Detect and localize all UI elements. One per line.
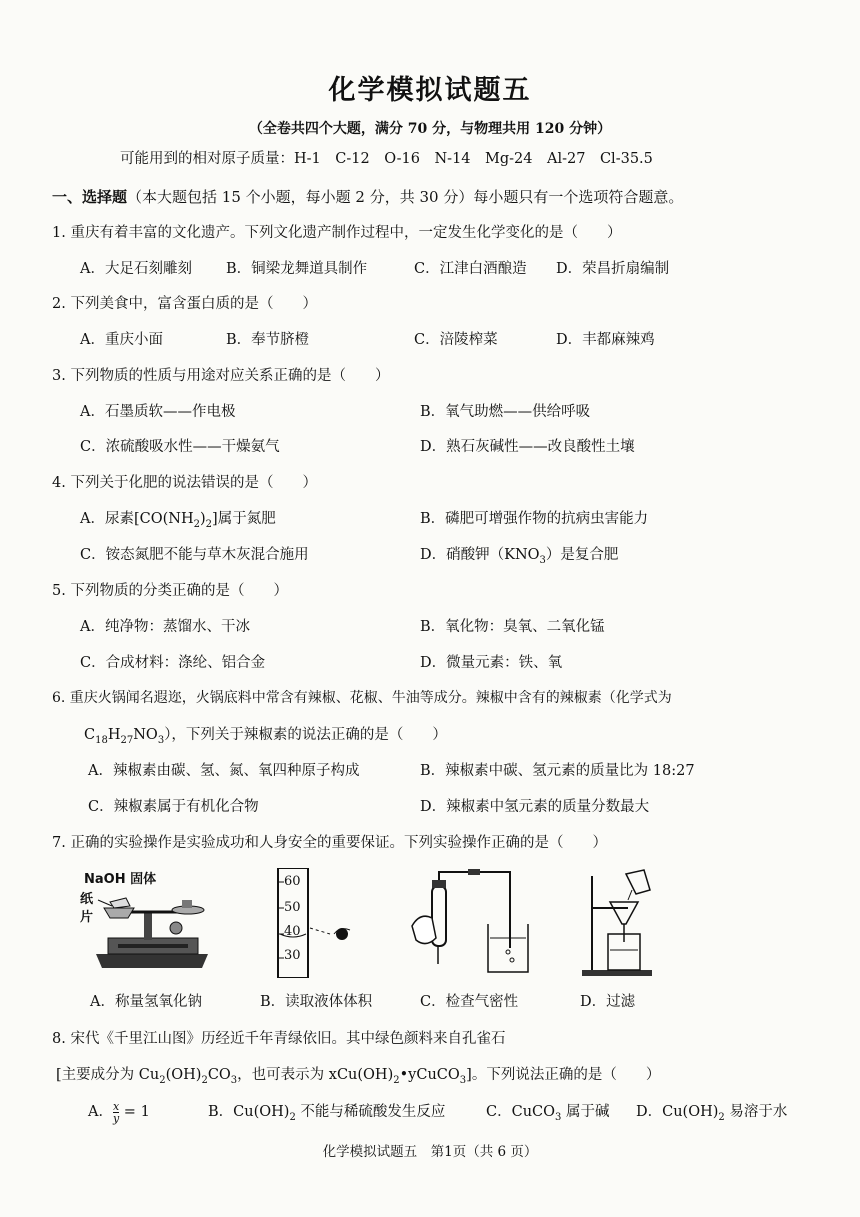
q3-option-d[interactable]: D．熟石灰碱性——改良酸性土壤	[420, 439, 635, 455]
page-title: 化学模拟试题五	[328, 75, 532, 106]
cylinder-figure	[270, 868, 380, 978]
q2-option-d[interactable]: D．丰都麻辣鸡	[556, 332, 655, 348]
question-8-stem-line2: [主要成分为 $Cu_2(OH)_2CO_3$，也可表示为 $xCu(OH)_2•yCuCO_3$]。下列说法正确的是（ ）	[56, 1067, 661, 1086]
q2-option-b[interactable]: B．奉节脐橙	[226, 332, 310, 348]
q2-option-c[interactable]: C．涪陵榨菜	[414, 332, 498, 348]
q1-option-a[interactable]: A．大足石刻雕刻	[80, 261, 192, 277]
naoh-label: NaOH 固体	[84, 872, 157, 887]
q8-option-c[interactable]: C．CuCO$_3$ 属于碱	[486, 1104, 610, 1123]
page-footer: 化学模拟试题五 第1页（共 6 页）	[322, 1144, 538, 1160]
airtight-check-icon	[410, 868, 540, 978]
q8-option-d[interactable]: D．$Cu(OH)_2$ 易溶于水	[636, 1104, 788, 1123]
section-heading	[52, 186, 683, 207]
question-1-stem: 1. 重庆有着丰富的文化遗产。下列文化遗产制作过程中，一定发生化学变化的是（ ）	[52, 225, 622, 241]
filter-figure	[580, 868, 660, 978]
airtight-figure	[410, 868, 540, 978]
q5-option-b[interactable]: B．氧化物：臭氧、二氧化锰	[420, 619, 605, 635]
q7-option-b[interactable]: B．读取液体体积	[260, 994, 373, 1010]
paper-label-1: 纸	[80, 892, 94, 907]
exam-subtitle: （全卷共四个大题，满分 70 分，与物理共用 120 分钟）	[248, 121, 612, 137]
q5-option-c[interactable]: C．合成材料：涤纶、铝合金	[80, 655, 266, 671]
q1-option-c[interactable]: C．江津白酒酿造	[414, 261, 527, 277]
q5-option-d[interactable]: D．微量元素：铁、氧	[420, 655, 563, 671]
q7-option-a[interactable]: A．称量氢氧化钠	[90, 994, 202, 1010]
tick-30: 30	[284, 948, 301, 963]
question-5-stem: 5. 下列物质的分类正确的是（ ）	[52, 583, 288, 599]
q2-option-a[interactable]: A．重庆小面	[80, 332, 163, 348]
q4-option-c[interactable]: C．铵态氮肥不能与草木灰混合施用	[80, 547, 309, 563]
paper-label-2: 片	[80, 910, 94, 925]
q1-option-b[interactable]: B．铜梁龙舞道具制作	[226, 261, 368, 277]
question-6-stem-line2: $C_{18}H_{27}NO_3$），下列关于辣椒素的说法正确的是（ ）	[84, 727, 447, 746]
q1-option-d[interactable]: D．荣昌折扇编制	[556, 261, 670, 277]
q3-option-c[interactable]: C．浓硫酸吸水性——干燥氨气	[80, 439, 280, 455]
balance-icon	[78, 868, 218, 978]
q4-option-a[interactable]: A．尿素$[CO(NH_2)_2]$属于氮肥	[80, 511, 276, 530]
question-6-stem-line1: 6. 重庆火锅闻名遐迩，火锅底料中常含有辣椒、花椒、牛油等成分。辣椒中含有的辣椒素（化学式为	[52, 690, 672, 706]
q3-option-b[interactable]: B．氧气助燃——供给呼吸	[420, 404, 591, 420]
section-label: 一、选择题	[52, 188, 128, 206]
q6-option-d[interactable]: D．辣椒素中氢元素的质量分数最大	[420, 799, 650, 815]
q6-option-b[interactable]: B．辣椒素中碳、氢元素的质量比为 18:27	[420, 763, 695, 779]
question-7-stem: 7. 正确的实验操作是实验成功和人身安全的重要保证。下列实验操作正确的是（ ）	[52, 835, 607, 851]
q7-option-d[interactable]: D．过滤	[580, 994, 636, 1010]
question-3-stem: 3. 下列物质的性质与用途对应关系正确的是（ ）	[52, 368, 390, 384]
tick-60: 60	[284, 874, 301, 889]
fraction-x-over-y: $\frac{x}{y}$	[112, 1099, 120, 1125]
q8-option-a[interactable]: A． $\frac{x}{y}$ = 1	[88, 1099, 150, 1125]
question-4-stem: 4. 下列关于化肥的说法错误的是（ ）	[52, 475, 317, 491]
q6-option-a[interactable]: A．辣椒素由碳、氢、氮、氧四种原子构成	[88, 763, 360, 779]
tick-40: 40	[284, 924, 301, 939]
filtration-icon	[580, 868, 660, 978]
atomic-masses: 可能用到的相对原子质量：H-1 C-12 O-16 N-14 Mg-24 Al-27 Cl-35.5	[120, 151, 653, 167]
section-desc: （本大题包括 15 个小题，每小题 2 分，共 30 分）每小题只有一个选项符合题意。	[127, 188, 684, 206]
q6-option-c[interactable]: C．辣椒素属于有机化合物	[88, 799, 259, 815]
question-2-stem: 2. 下列美食中，富含蛋白质的是（ ）	[52, 296, 317, 312]
q4-option-d[interactable]: D．硝酸钾$(KNO_3)$是复合肥	[420, 547, 619, 566]
q3-option-a[interactable]: A．石墨质软——作电极	[80, 404, 236, 420]
balance-figure	[78, 868, 218, 978]
tick-50: 50	[284, 900, 301, 915]
question-8-stem-line1: 8. 宋代《千里江山图》历经近千年青绿依旧。其中绿色颜料来自孔雀石	[52, 1031, 506, 1047]
q5-option-a[interactable]: A．纯净物：蒸馏水、干冰	[80, 619, 250, 635]
q7-option-c[interactable]: C．检查气密性	[420, 994, 519, 1010]
q4-option-b[interactable]: B．磷肥可增强作物的抗病虫害能力	[420, 511, 649, 527]
q8-option-b[interactable]: B．$Cu(OH)_2$ 不能与稀硫酸发生反应	[208, 1104, 446, 1123]
